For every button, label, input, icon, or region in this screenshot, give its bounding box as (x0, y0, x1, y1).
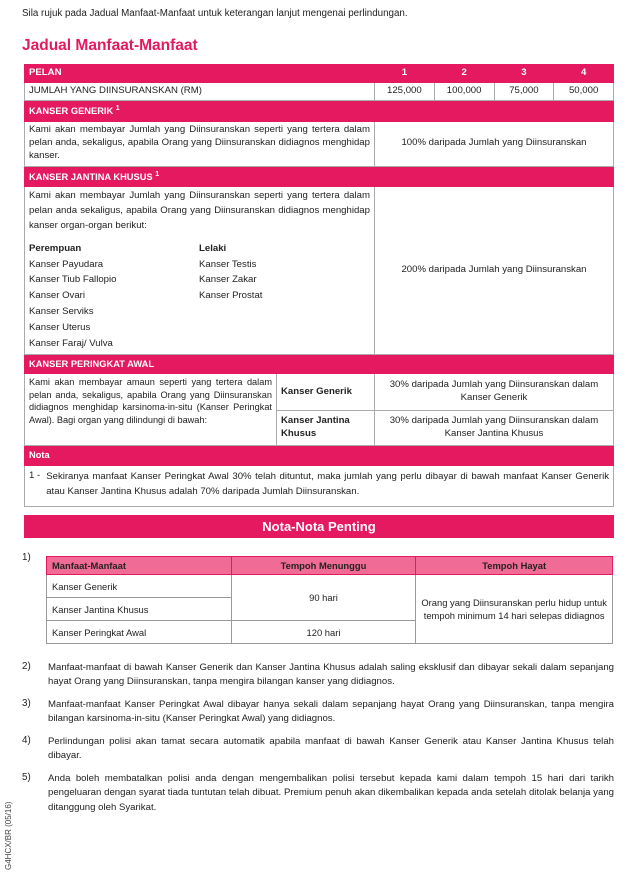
organ-lists (29, 242, 370, 352)
note-number: 3) (22, 698, 31, 709)
row-gender: Kanser Jantina Khusus (47, 598, 232, 621)
note-2-text: Manfaat-manfaat di bawah Kanser Generik dan Kanser Jantina Khusus adalah saling eksklusif dan dibayar sekali dalam sepanjang hayat Orang yang Diinsuranskan, tanpa mengira bilangan kanser yang didiagnos. (48, 662, 614, 688)
table-header-row (25, 65, 614, 83)
footnote-marker: 1 (155, 170, 160, 178)
waiting-table-header (47, 557, 613, 575)
sum-plan-3: 75,000 (494, 82, 554, 100)
wait-120: 120 hari (231, 621, 416, 644)
note-cell (25, 465, 614, 506)
note-5-text: Anda boleh membatalkan polisi anda dengan mengembalikan polisi tersebut kepada kami dalam tempoh 15 hari dari tarikh pengeluaran dengan syarat tiada tuntutan telah dibuat. Premium penuh akan dikembalikan kepada anda setelah ditolak belanja yang ditanggung oleh Syarikat. (48, 773, 614, 813)
generic-description: Kami akan membayar Jumlah yang Diinsuranskan seperti yang tertera dalam pelan anda, sekaligus, apabila Orang yang Diinsuranskan didiagnos menghidap kanser. (25, 121, 375, 166)
waiting-period-table (46, 556, 613, 644)
section-generic-title: KANSER GENERIK (29, 105, 114, 116)
page-title: Jadual Manfaat-Manfaat (22, 37, 198, 54)
survival-period: Orang yang Diinsuranskan perlu hidup untuk tempoh minimum 14 hari selepas didiagnos (416, 575, 613, 644)
note-number: 5) (22, 772, 31, 783)
generic-benefit: 100% daripada Jumlah yang Diinsuranskan (374, 121, 613, 166)
plan-col-1: 1 (374, 65, 434, 83)
gender-description: Kami akan membayar Jumlah yang Diinsuranskan seperti yang tertera dalam pelan anda sekaligus, apabila Orang yang Diinsuranskan didiagnos menghidap kanser organ-organ berikut: (29, 190, 370, 231)
sum-plan-1: 125,000 (374, 82, 434, 100)
benefit-table (24, 64, 614, 507)
early-generic-benefit: 30% daripada Jumlah yang Diinsuranskan dalam Kanser Generik (374, 374, 613, 411)
female-organ: Kanser Uterus (29, 322, 91, 334)
note-row (25, 465, 614, 506)
male-organ: Kanser Testis (199, 258, 257, 270)
female-organ: Kanser Faraj/ Vulva (29, 337, 113, 349)
section-early-title: KANSER PERINGKAT AWAL (25, 354, 614, 374)
male-organ: Kanser Prostat (199, 290, 263, 302)
document-code: G4HCX/BR (05/16) (4, 801, 13, 870)
plan-col-4: 4 (554, 65, 614, 83)
section-gender-title: KANSER JANTINA KHUSUS (29, 171, 153, 182)
plan-col-3: 3 (494, 65, 554, 83)
gender-row (25, 187, 614, 355)
male-organ: Kanser Zakar (199, 274, 257, 286)
sum-plan-2: 100,000 (434, 82, 494, 100)
note-text: Sekiranya manfaat Kanser Peringkat Awal 30% telah dituntut, maka jumlah yang perlu dibayar di bawah manfaat Kanser Generik atau Kanser Jantina Khusus adalah 70% daripada Jumlah Diinsuranskan. (46, 470, 609, 497)
note-number: 2) (22, 661, 31, 672)
early-description: Kami akan membayar amaun seperti yang tertera dalam pelan anda, sekaligus, apabila Orang yang Diinsuranskan didiagnos menghidap karsinoma-in-situ (Kanser Peringkat Awal). Bagi organ yang dilindungi di bawah: (25, 374, 277, 446)
female-organ: Kanser Payudara (29, 258, 104, 270)
col-survival: Tempoh Hayat (416, 557, 613, 575)
col-benefits: Manfaat-Manfaat (47, 557, 232, 575)
note-number: 1) (22, 552, 31, 563)
sum-plan-4: 50,000 (554, 82, 614, 100)
table-row (47, 575, 613, 598)
section-early-header (25, 354, 614, 374)
generic-row (25, 121, 614, 166)
row-early: Kanser Peringkat Awal (47, 621, 232, 644)
female-organ: Kanser Ovari (29, 290, 85, 302)
section-note-header (25, 446, 614, 466)
female-organ: Kanser Serviks (29, 306, 94, 318)
male-title: Lelaki (199, 242, 227, 254)
col-waiting: Tempoh Menunggu (231, 557, 416, 575)
note-3-text: Manfaat-manfaat Kanser Peringkat Awal dibayar hanya sekali dalam sepanjang hayat Orang yang Diinsuranskan, tanpa mengira bilangan karsinoma-in-situ (Kanser Peringkat Awal) yang didiagnos. (48, 699, 614, 725)
gender-cell (25, 187, 375, 355)
footnote-marker: 1 (115, 104, 120, 112)
plan-header: PELAN (25, 65, 375, 83)
row-generic: Kanser Generik (47, 575, 232, 598)
female-title: Perempuan (29, 242, 82, 254)
female-organ: Kanser Tiub Fallopio (29, 274, 117, 286)
intro-text: Sila rujuk pada Jadual Manfaat-Manfaat untuk keterangan lanjut mengenai perlindungan. (22, 8, 408, 19)
sum-insured-label: JUMLAH YANG DIINSURANSKAN (RM) (25, 82, 375, 100)
early-gender-label: Kanser Jantina Khusus (276, 411, 374, 446)
notes-heading: Nota-Nota Penting (24, 515, 614, 538)
note-title: Nota (25, 446, 614, 466)
note-marker: 1 - (29, 469, 41, 481)
early-gender-benefit: 30% daripada Jumlah yang Diinsuranskan dalam Kanser Jantina Khusus (374, 411, 613, 446)
sum-insured-row (25, 82, 614, 100)
note-4-text: Perlindungan polisi akan tamat secara automatik apabila manfaat di bawah Kanser Generik atau Kanser Jantina Khusus telah dibayar. (48, 736, 614, 762)
section-generic-header (25, 100, 614, 121)
plan-col-2: 2 (434, 65, 494, 83)
early-generic-label: Kanser Generik (276, 374, 374, 411)
note-number: 4) (22, 735, 31, 746)
wait-90: 90 hari (231, 575, 416, 621)
early-row-1 (25, 374, 614, 411)
section-gender-header (25, 166, 614, 187)
gender-benefit: 200% daripada Jumlah yang Diinsuranskan (374, 187, 613, 355)
